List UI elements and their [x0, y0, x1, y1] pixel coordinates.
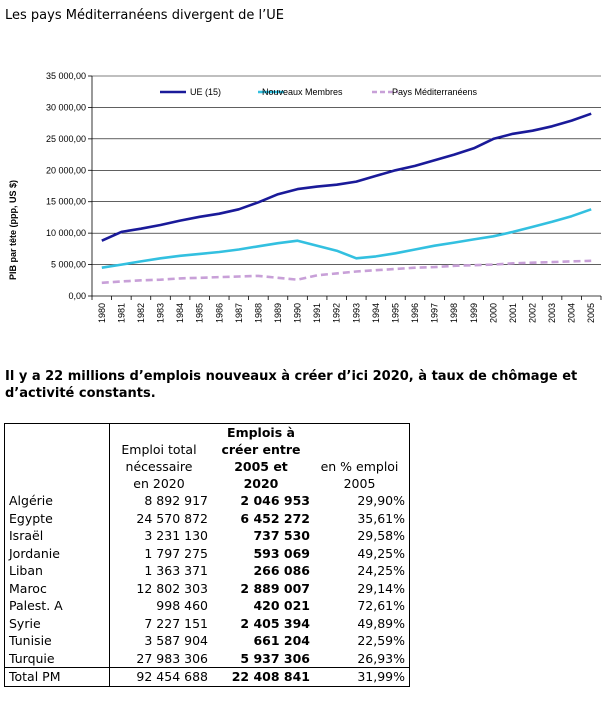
table-row [5, 562, 410, 580]
header-country [5, 424, 110, 493]
x-tick-label: 1989 [272, 303, 283, 324]
table-row [5, 545, 410, 563]
x-tick-label: 1986 [214, 303, 225, 324]
header-total-employment [110, 424, 213, 493]
page-title: Les pays Méditerranéens divergent de l’UE [5, 8, 284, 23]
x-tick-label: 1994 [370, 303, 381, 324]
y-tick-label: 5 000,00 [50, 259, 86, 270]
table-body [5, 492, 410, 668]
jobs-to-create-cell: 593 069 [253, 545, 310, 561]
country-name: Turquie [5, 650, 110, 668]
y-tick-label: 30 000,00 [45, 102, 86, 113]
header-c-line: en % emploi [320, 459, 399, 474]
total-employment-cell: 1 797 275 [144, 545, 208, 561]
header-b-line: créer entre [221, 442, 301, 457]
total-label: Total PM [5, 668, 110, 687]
table-row [5, 597, 410, 615]
y-tick-label: 20 000,00 [45, 165, 86, 176]
x-tick-label: 1993 [351, 303, 362, 324]
header-b-line: Emplois à [227, 425, 295, 440]
table-row [5, 510, 410, 528]
percent-cell: 26,93% [357, 650, 405, 666]
percent-cell: 29,14% [357, 580, 405, 596]
jobs-to-create-cell: 737 530 [253, 528, 310, 543]
x-tick-label: 2004 [566, 303, 577, 324]
x-tick-label: 2000 [488, 302, 499, 324]
legend-label: Nouveaux Membres [262, 87, 343, 97]
y-tick-label: 25 000,00 [45, 133, 86, 144]
jobs-to-create-cell: 2 889 007 [240, 580, 310, 596]
header-jobs-to-create [212, 424, 314, 493]
total-employment-cell: 998 460 [156, 598, 208, 613]
total-employment-value: 92 454 688 [110, 668, 213, 687]
legend-label: UE (15) [190, 87, 222, 97]
total-employment-cell: 8 892 917 [144, 493, 208, 508]
country-name: Jordanie [5, 545, 110, 563]
table-row [5, 650, 410, 668]
total-employment-cell: 1 363 371 [144, 563, 208, 578]
country-name: Tunisie [5, 632, 110, 650]
x-tick-label: 2003 [547, 303, 558, 324]
series-line-1 [102, 209, 591, 267]
percent-cell: 49,89% [357, 615, 405, 631]
gdp-line-chart [0, 62, 615, 352]
y-axis-label: PIB par tête (ppp, US $) [8, 179, 18, 281]
x-tick-label: 1982 [135, 303, 146, 324]
table-total-row [5, 668, 410, 687]
x-tick-label: 1983 [155, 303, 166, 324]
table-row [5, 580, 410, 598]
x-tick-label: 1991 [312, 303, 323, 324]
percent-cell: 22,59% [357, 633, 405, 648]
x-axis-ticks [92, 296, 601, 323]
x-tick-label: 1980 [96, 303, 107, 324]
y-tick-label: 0,00 [68, 291, 86, 301]
country-name: Algérie [5, 492, 110, 510]
x-tick-label: 1990 [292, 303, 303, 324]
percent-cell: 24,25% [357, 563, 405, 578]
x-tick-label: 1999 [468, 303, 479, 324]
total-employment-cell: 7 227 151 [144, 615, 208, 631]
header-a-line: Emploi total [121, 442, 197, 457]
country-name: Syrie [5, 615, 110, 633]
x-tick-label: 1996 [410, 303, 421, 324]
jobs-to-create-cell: 420 021 [253, 598, 310, 613]
table-row [5, 492, 410, 510]
x-tick-label: 1987 [233, 303, 244, 324]
x-tick-label: 1992 [331, 303, 342, 324]
country-name: Palest. A [5, 597, 110, 615]
series-line-0 [102, 114, 591, 241]
employment-table [4, 423, 410, 687]
total-employment-cell: 3 231 130 [144, 528, 208, 543]
table-row [5, 632, 410, 650]
y-tick-label: 10 000,00 [45, 228, 86, 239]
x-tick-label: 1985 [194, 303, 205, 324]
y-tick-label: 35 000,00 [45, 71, 86, 81]
x-tick-label: 1988 [253, 303, 264, 324]
total-employment-cell: 27 983 306 [136, 650, 208, 666]
x-tick-label: 1981 [116, 303, 127, 324]
header-c-line: 2005 [343, 476, 376, 491]
jobs-to-create-cell: 266 086 [253, 563, 310, 578]
legend-label: Pays Méditerranéens [392, 87, 478, 97]
jobs-to-create-cell: 6 452 272 [240, 510, 310, 526]
x-tick-label: 1997 [429, 303, 440, 324]
legend [160, 87, 478, 97]
percent-cell: 49,25% [357, 545, 405, 561]
header-a-line: nécessaire [125, 459, 193, 474]
x-tick-label: 2005 [586, 303, 597, 324]
jobs-to-create-cell: 5 937 306 [240, 650, 310, 666]
x-tick-label: 2002 [527, 303, 538, 324]
series-line-2 [102, 261, 591, 283]
y-tick-label: 15 000,00 [45, 196, 86, 207]
total-jobs-value: 22 408 841 [212, 668, 314, 687]
percent-cell: 72,61% [357, 598, 405, 613]
header-a-line: en 2020 [133, 476, 185, 491]
x-tick-label: 1995 [390, 303, 401, 324]
header-percent [314, 424, 410, 493]
jobs-to-create-cell: 2 405 394 [240, 615, 310, 631]
header-b-line: 2020 [243, 476, 279, 491]
total-employment-cell: 12 802 303 [136, 580, 208, 596]
percent-cell: 35,61% [357, 510, 405, 526]
country-name: Maroc [5, 580, 110, 598]
y-axis-ticks [46, 71, 92, 301]
header-b-line: 2005 et [234, 459, 288, 474]
total-employment-cell: 3 587 904 [144, 633, 208, 648]
x-tick-label: 1984 [175, 303, 186, 324]
x-tick-label: 2001 [507, 303, 518, 324]
jobs-to-create-cell: 2 046 953 [240, 493, 310, 508]
x-tick-label: 1998 [449, 303, 460, 324]
country-name: Egypte [5, 510, 110, 528]
country-name: Liban [5, 562, 110, 580]
summary-paragraph: Il y a 22 millions d’emplois nouveaux à créer d’ici 2020, à taux de chômage et d’activité constants. [5, 369, 578, 401]
percent-cell: 29,58% [357, 528, 405, 543]
country-name: Israël [5, 527, 110, 545]
total-percent-value: 31,99% [314, 668, 410, 687]
table-row [5, 615, 410, 633]
total-employment-cell: 24 570 872 [136, 510, 208, 526]
jobs-to-create-cell: 661 204 [253, 633, 310, 648]
table-header-row [5, 424, 410, 493]
percent-cell: 29,90% [357, 493, 405, 508]
table-row [5, 527, 410, 545]
